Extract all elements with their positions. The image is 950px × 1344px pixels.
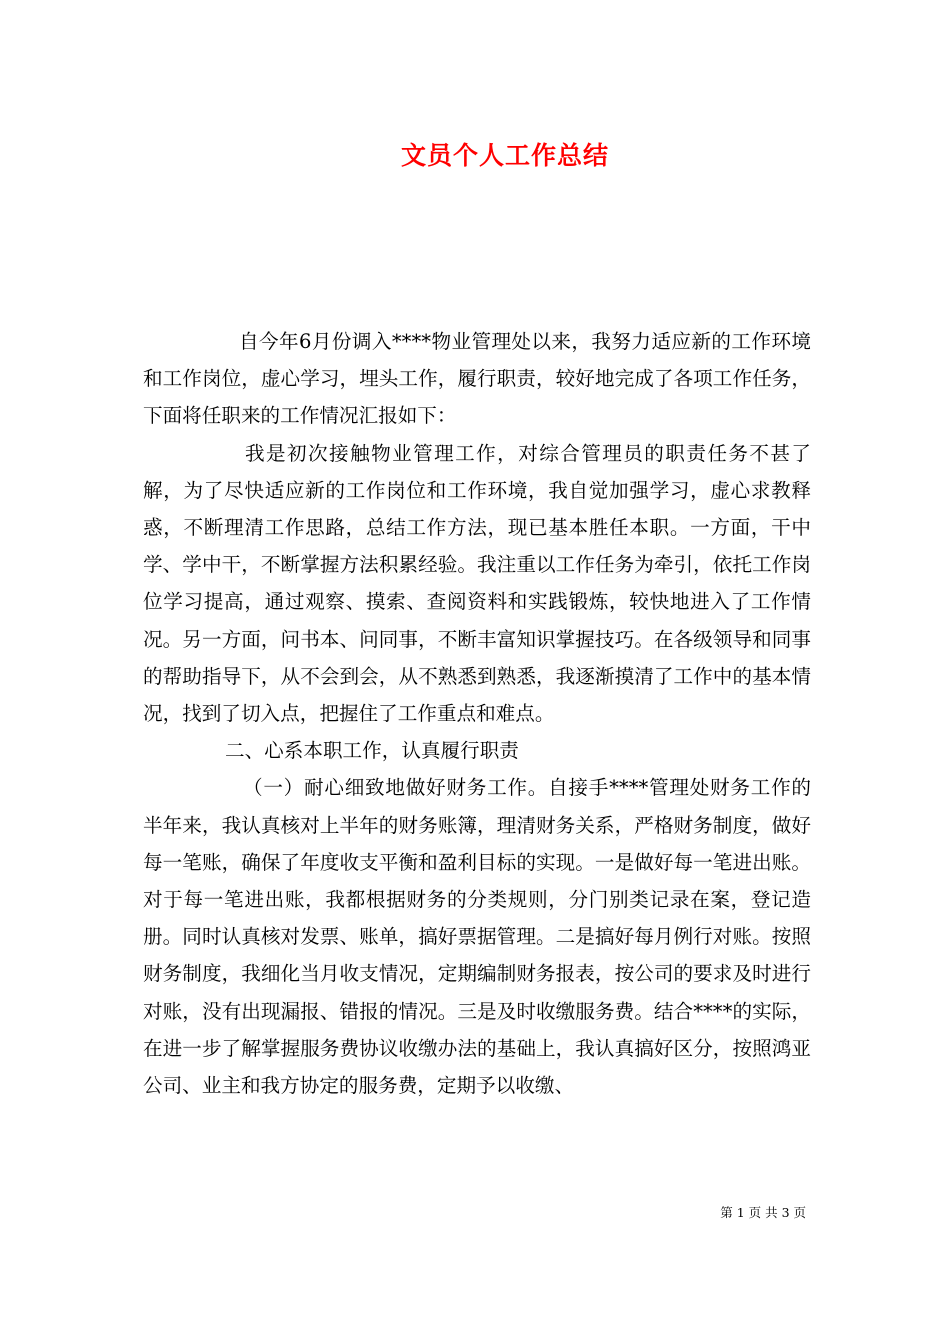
paragraph-learning: 我是初次接触物业管理工作，对综合管理员的职责任务不甚了解，为了尽快适应新的工作岗位和工作环境，我自觉加强学习，虚心求教释惑，不断理清工作思路，总结工作方法，现已基本胜任本职。一方面，干中学、学中干，不断掌握方法积累经验。我注重以工作任务为牵引，依托工作岗位学习提高，通过观察、摸索、查阅资料和实践锻炼，较快地进入了工作情况。另一方面，问书本、问同事，不断丰富知识掌握技巧。在各级领导和同事的帮助指导下，从不会到会，从不熟悉到熟悉，我逐渐摸清了工作中的基本情况，找到了切入点，把握住了工作重点和难点。 xyxy=(143,441,811,726)
paragraph-intro: 自今年6月份调入****物业管理处以来，我努力适应新的工作环境和工作岗位，虚心学习，埋头工作，履行职责，较好地完成了各项工作任务，下面将任职来的工作情况汇报如下： xyxy=(143,330,811,428)
page-number-footer: 第 1 页 共 3 页 xyxy=(720,1205,806,1220)
document-title: 文员个人工作总结 xyxy=(400,141,609,170)
paragraph-finance: （一）耐心细致地做好财务工作。自接手****管理处财务工作的半年来，我认真核对上半年的财务账簿，理清财务关系，严格财务制度，做好每一笔账，确保了年度收支平衡和盈利目标的实现。一是做好每一笔进出账。对于每一笔进出账，我都根据财务的分类规则，分门别类记录在案，登记造册。同时认真核对发票、账单，搞好票据管理。二是搞好每月例行对账。按照财务制度，我细化当月收支情况，定期编制财务报表，按公司的要求及时进行对账，没有出现漏报、错报的情况。三是及时收缴服务费。结合****的实际，在进一步了解掌握服务费协议收缴办法的基础上，我认真搞好区分，按照鸿亚公司、业主和我方协定的服务费，定期予以收缴、 xyxy=(143,776,811,1098)
document-body xyxy=(143,323,811,1104)
section-heading: 二、心系本职工作，认真履行职责 xyxy=(225,739,519,763)
